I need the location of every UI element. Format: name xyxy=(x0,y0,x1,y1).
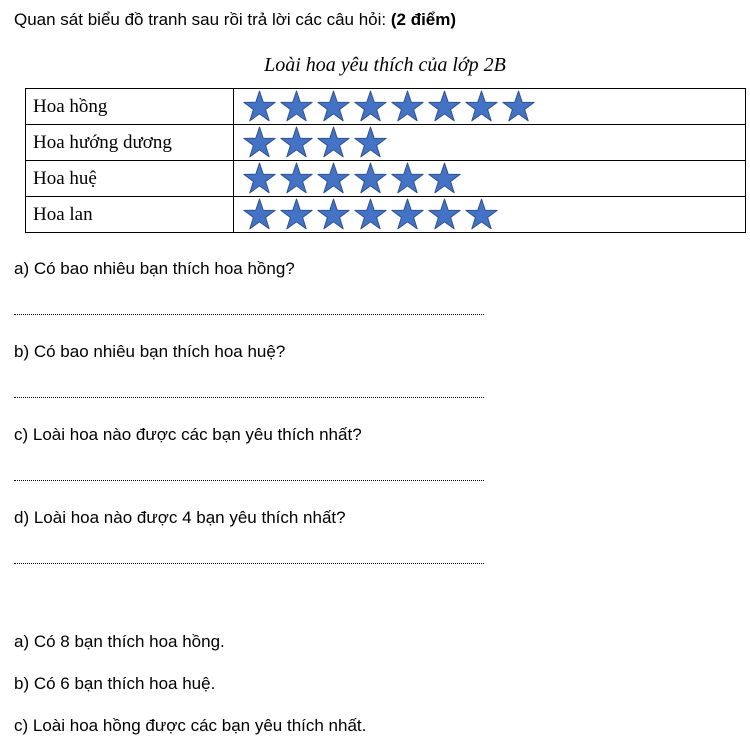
category-label: Hoa hướng dương xyxy=(26,125,234,161)
star-icon xyxy=(278,126,315,159)
answer-line-d xyxy=(14,563,484,564)
star-icon xyxy=(463,198,500,231)
star-icon xyxy=(389,90,426,123)
star-icon xyxy=(315,162,352,195)
pictograph-row-lily xyxy=(26,161,746,197)
star-icon xyxy=(352,126,389,159)
star-icon xyxy=(426,162,463,195)
chart-title: Loài hoa yêu thích của lớp 2B xyxy=(264,54,506,76)
answer-line-a xyxy=(14,314,484,315)
pictograph-row-sunflower xyxy=(26,125,746,161)
star-icon xyxy=(500,90,537,123)
pictograph-row-orchid xyxy=(26,197,746,233)
star-group xyxy=(241,125,745,160)
instruction-text xyxy=(14,10,456,30)
star-icon xyxy=(241,162,278,195)
question-c: c) Loài hoa nào được các bạn yêu thích nhất? xyxy=(14,425,362,444)
star-icon xyxy=(389,198,426,231)
star-icon xyxy=(426,90,463,123)
star-group xyxy=(241,197,745,232)
star-icon xyxy=(463,90,500,123)
star-icon xyxy=(352,198,389,231)
star-icon xyxy=(315,198,352,231)
star-cell xyxy=(234,197,746,233)
category-label: Hoa hồng xyxy=(26,89,234,125)
star-icon xyxy=(315,90,352,123)
pictograph-table xyxy=(25,88,746,233)
instruction-body: Quan sát biểu đồ tranh sau rồi trả lời các câu hỏi: xyxy=(14,10,391,29)
answer-a: a) Có 8 bạn thích hoa hồng. xyxy=(14,632,225,651)
category-label: Hoa huệ xyxy=(26,161,234,197)
star-icon xyxy=(352,162,389,195)
star-group xyxy=(241,89,745,124)
answer-c: c) Loài hoa hồng được các bạn yêu thích nhất. xyxy=(14,716,367,735)
star-icon xyxy=(389,162,426,195)
answer-line-b xyxy=(14,397,484,398)
star-icon xyxy=(278,90,315,123)
pictograph-row-rose xyxy=(26,89,746,125)
star-icon xyxy=(315,126,352,159)
star-cell xyxy=(234,89,746,125)
star-cell xyxy=(234,161,746,197)
star-icon xyxy=(278,162,315,195)
category-label: Hoa lan xyxy=(26,197,234,233)
question-b: b) Có bao nhiêu bạn thích hoa huệ? xyxy=(14,342,286,361)
answer-b: b) Có 6 bạn thích hoa huệ. xyxy=(14,674,216,693)
question-a: a) Có bao nhiêu bạn thích hoa hồng? xyxy=(14,259,295,278)
star-icon xyxy=(241,126,278,159)
question-d: d) Loài hoa nào được 4 bạn yêu thích nhất? xyxy=(14,508,346,527)
star-icon xyxy=(426,198,463,231)
answer-line-c xyxy=(14,480,484,481)
star-icon xyxy=(241,198,278,231)
instruction-points: (2 điểm) xyxy=(390,10,457,29)
star-icon xyxy=(241,90,278,123)
star-group xyxy=(241,161,745,196)
star-icon xyxy=(352,90,389,123)
star-icon xyxy=(278,198,315,231)
star-cell xyxy=(234,125,746,161)
